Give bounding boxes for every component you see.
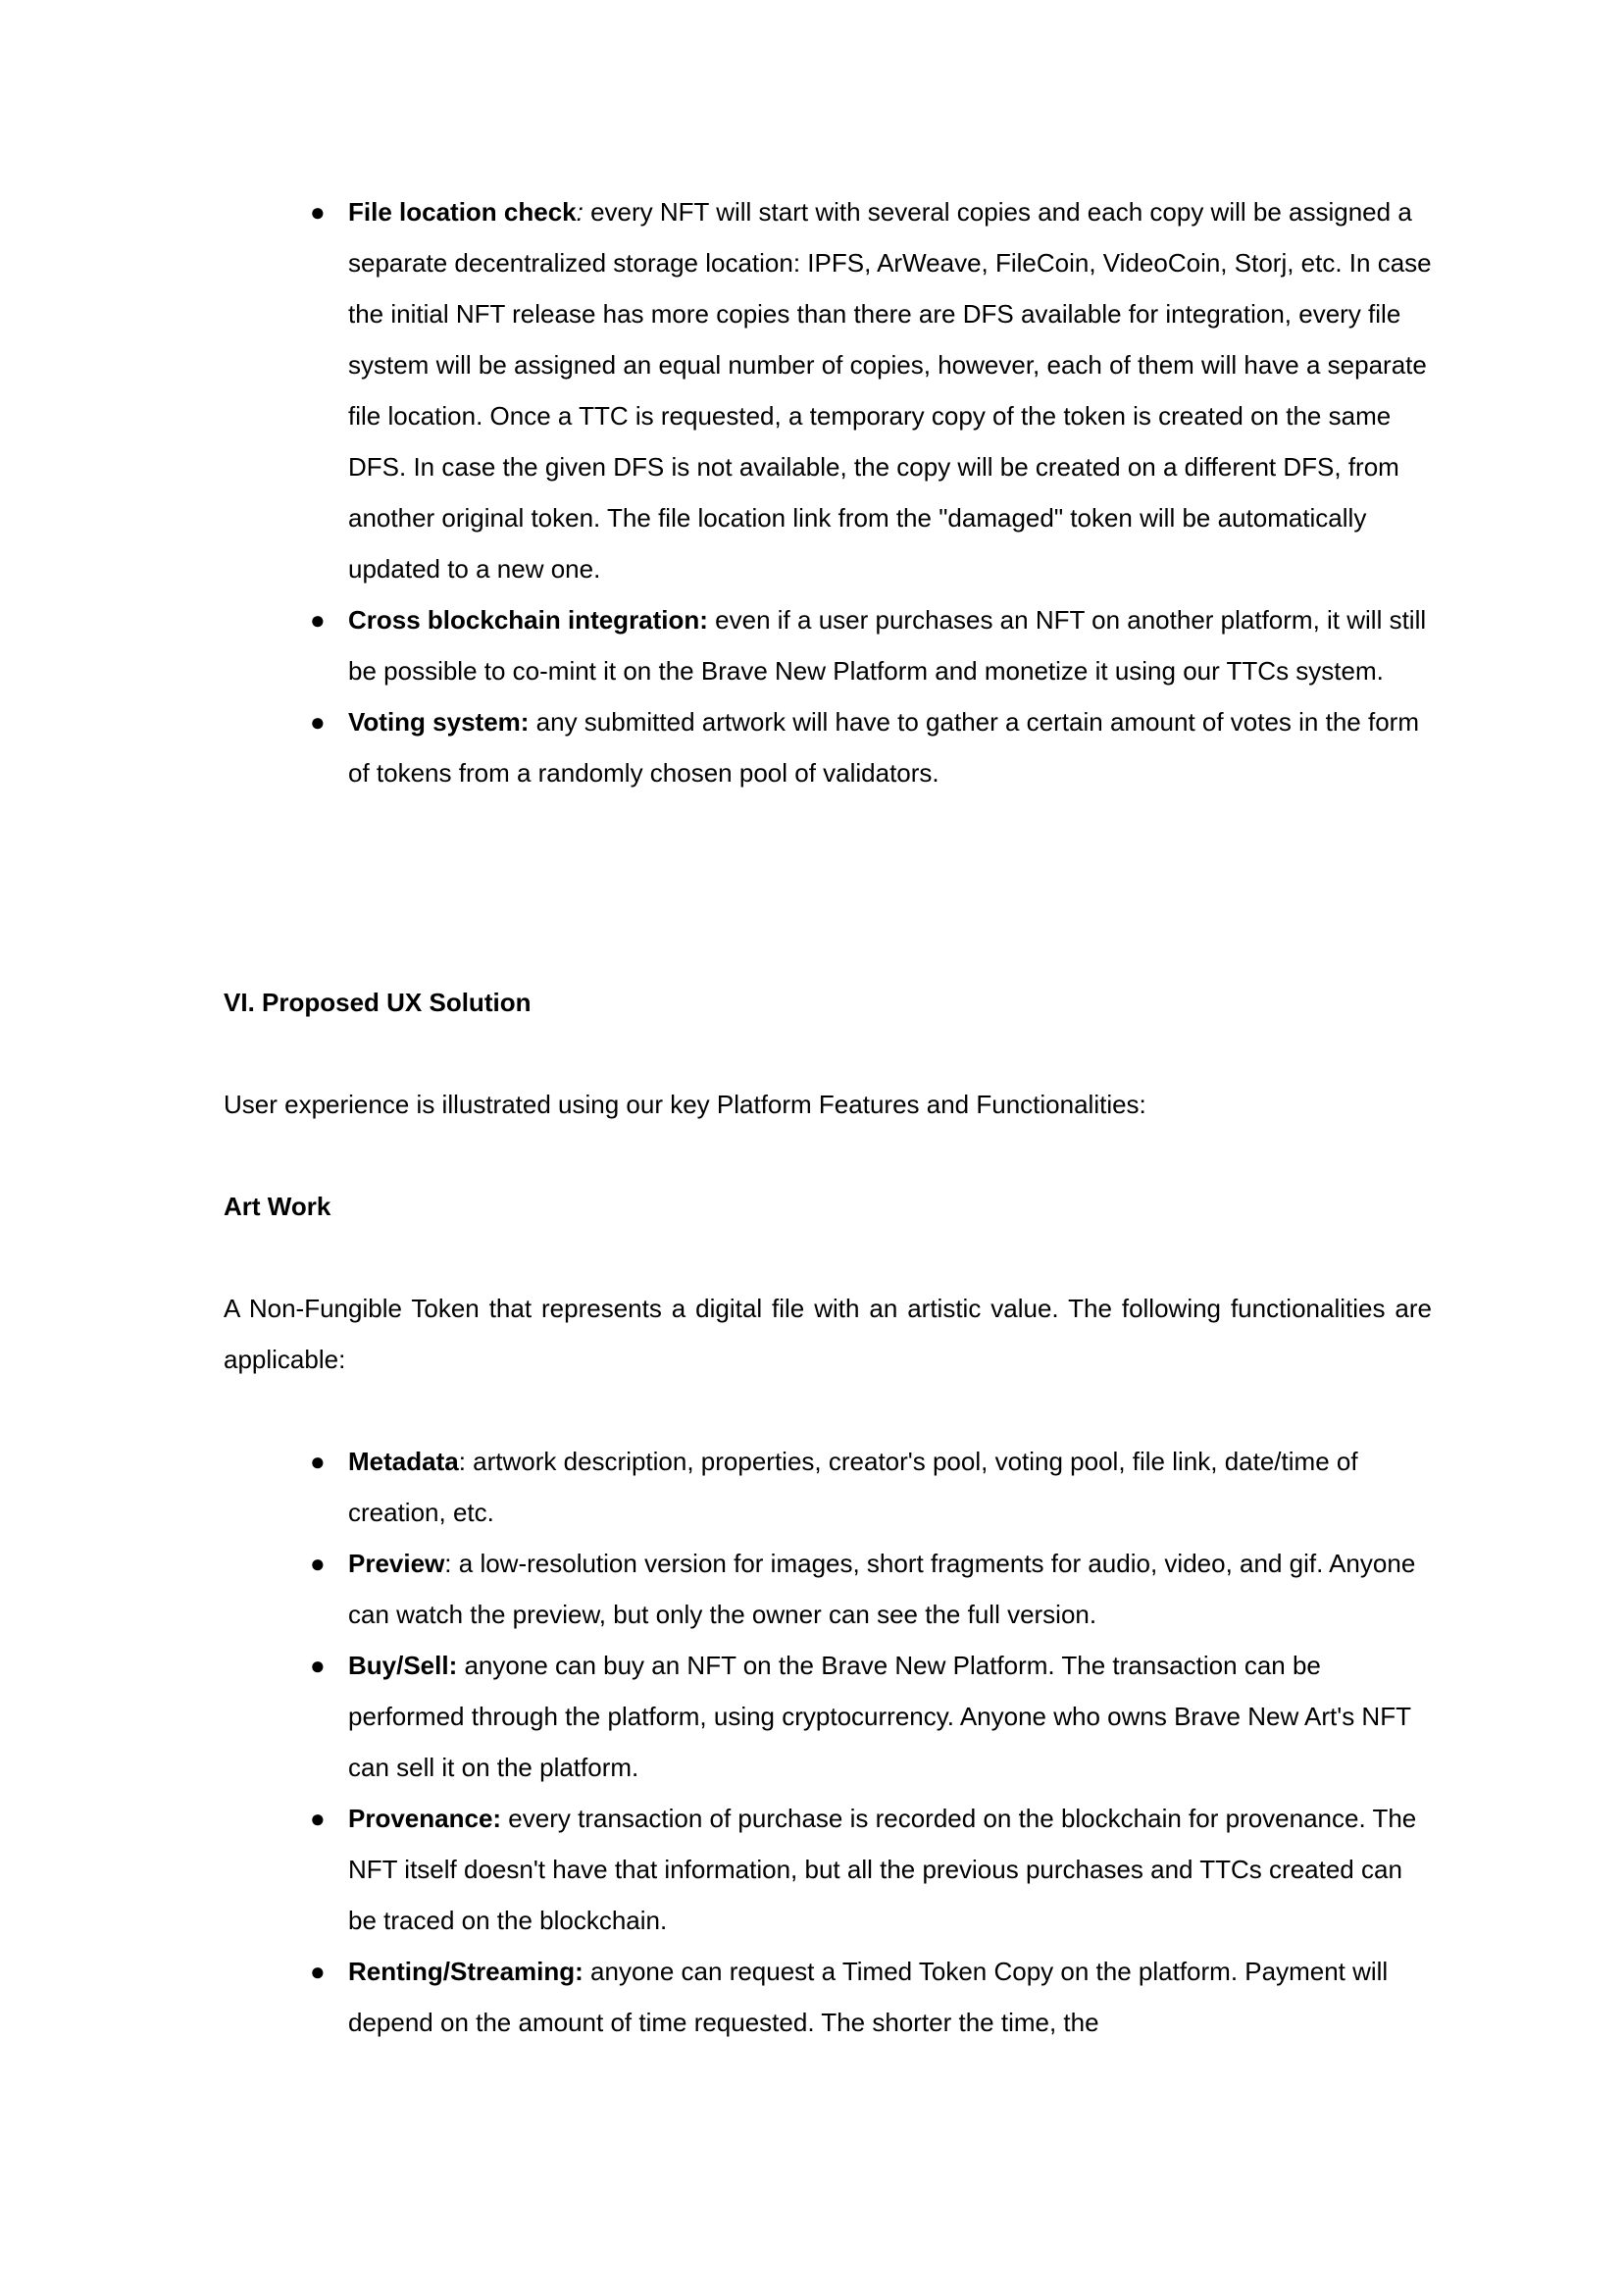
list-item-lead: File location check <box>348 197 577 227</box>
list-item <box>224 1793 1432 1946</box>
bullet-icon: ● <box>310 1651 326 1680</box>
features-bullet-list <box>224 186 1432 798</box>
list-item-lead: Renting/Streaming: <box>348 1957 584 1986</box>
list-item <box>224 186 1432 594</box>
list-item-body: a low-resolution version for images, short fragments for audio, video, and gif. Anyone can watch the preview, but only the owner can see the full version. <box>348 1549 1416 1629</box>
list-item-lead: Buy/Sell: <box>348 1651 458 1680</box>
bullet-icon: ● <box>310 1447 326 1476</box>
list-item-lead: Preview <box>348 1549 445 1578</box>
list-item-lead: Voting system: <box>348 707 530 737</box>
document-content <box>224 186 1432 2048</box>
bullet-icon: ● <box>310 707 326 737</box>
list-item-lead: Provenance: <box>348 1804 502 1833</box>
spacer <box>224 1028 1432 1079</box>
list-item-lead-separator: : <box>458 1447 466 1476</box>
list-item-body: artwork description, properties, creator's pool, voting pool, file link, date/time of creation, etc. <box>348 1447 1358 1527</box>
bullet-icon: ● <box>310 197 326 227</box>
subsection-description: A Non-Fungible Token that represents a digital file with an artistic value. The following functionalities are applicable: <box>224 1294 1432 1374</box>
bullet-icon: ● <box>310 1549 326 1578</box>
bullet-icon: ● <box>310 605 326 635</box>
list-item-lead: Cross blockchain integration: <box>348 605 708 635</box>
bullet-icon: ● <box>310 1957 326 1986</box>
bullet-icon: ● <box>310 1804 326 1833</box>
list-item-body: anyone can request a Timed Token Copy on the platform. Payment will depend on the amount of time requested. The shorter the time, the <box>348 1957 1389 2037</box>
list-item <box>224 594 1432 696</box>
list-item-lead: Metadata <box>348 1447 459 1476</box>
list-item <box>224 1946 1432 2048</box>
spacer <box>224 1385 1432 1436</box>
list-item <box>224 1436 1432 1538</box>
functionality-bullet-list <box>224 1436 1432 2048</box>
list-item <box>224 1640 1432 1793</box>
spacer <box>224 1232 1432 1283</box>
list-item-body: every NFT will start with several copies and each copy will be assigned a separate decentralized storage location: IPFS, ArWeave, FileCoin, VideoCoin, Storj, etc. In case the initial NFT release has more copies than there are DFS available for integration, every file system will be assigned an equal number of copies, however, each of them will have a separate file location. Once a TTC is requested, a temporary copy of the token is created on the same DFS. In case the given DFS is not available, the copy will be created on a different DFS, from another original token. The file location link from the "damaged" token will be automatically updated to a new one. <box>348 197 1432 584</box>
subsection-heading: Art Work <box>224 1192 331 1221</box>
list-item-body: even if a user purchases an NFT on another platform, it will still be possible to co-mint it on the Brave New Platform and monetize it using our TTCs system. <box>348 605 1427 686</box>
list-item <box>224 696 1432 798</box>
list-item-body: any submitted artwork will have to gather a certain amount of votes in the form of tokens from a randomly chosen pool of validators. <box>348 707 1419 788</box>
section-heading: VI. Proposed UX Solution <box>224 988 532 1017</box>
section-spacer <box>224 798 1432 977</box>
list-item-lead-separator: : <box>444 1549 452 1578</box>
list-item <box>224 1538 1432 1640</box>
list-item-lead-separator: : <box>576 197 584 227</box>
section-intro-paragraph: User experience is illustrated using our key Platform Features and Functionalities: <box>224 1090 1146 1119</box>
spacer <box>224 1130 1432 1181</box>
list-item-body: every transaction of purchase is recorded on the blockchain for provenance. The NFT itself doesn't have that information, but all the previous purchases and TTCs created can be traced on the blockchain. <box>348 1804 1417 1935</box>
list-item-body: anyone can buy an NFT on the Brave New Platform. The transaction can be performed through the platform, using cryptocurrency. Anyone who owns Brave New Art's NFT can sell it on the platform. <box>348 1651 1411 1782</box>
